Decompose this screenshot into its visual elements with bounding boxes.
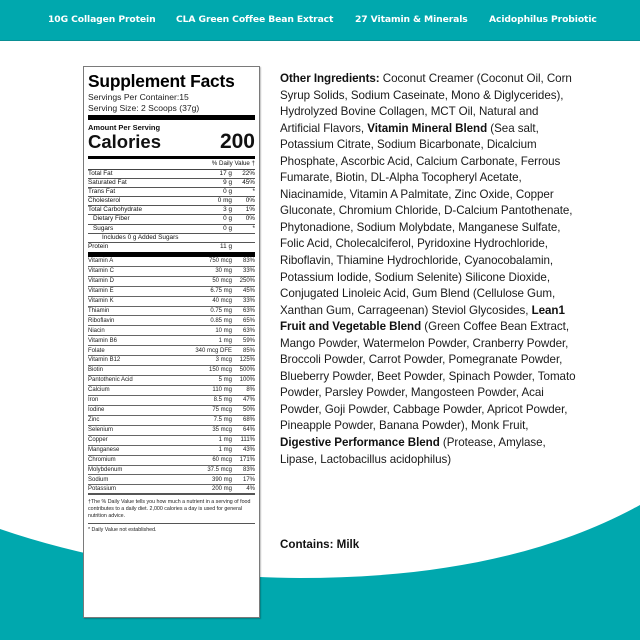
daily-value-header: % Daily Value † bbox=[88, 160, 255, 170]
nutrient-name: Protein bbox=[88, 242, 109, 250]
nutrient-amount: 1 mg bbox=[218, 337, 232, 344]
nutrient-dv bbox=[232, 243, 255, 252]
nutrient-amount: 6.75 mg bbox=[210, 287, 232, 294]
micronutrient-row bbox=[88, 436, 255, 446]
feature-collagen: 10G Collagen Protein bbox=[48, 14, 156, 25]
nutrient-name: Total Carbohydrate bbox=[88, 206, 142, 214]
macro-row bbox=[88, 215, 255, 224]
nutrient-amount: 1 mg bbox=[218, 446, 232, 453]
nutrient-amount: 40 mcg bbox=[212, 297, 232, 304]
micronutrient-row bbox=[88, 326, 255, 336]
feature-probiotic: Acidophilus Probiotic bbox=[489, 14, 597, 25]
micros-list bbox=[88, 257, 255, 496]
nutrient-name: Vitamin B6 bbox=[88, 337, 117, 344]
nutrient-amount: 0.75 mg bbox=[210, 307, 232, 314]
nutrient-amount: 8.5 mg bbox=[213, 397, 232, 404]
macro-row bbox=[88, 206, 255, 215]
nutrient-amount: 0 g bbox=[223, 215, 232, 223]
nutrient-dv bbox=[234, 234, 255, 242]
label-title: Supplement Facts bbox=[88, 71, 235, 91]
micronutrient-row bbox=[88, 297, 255, 307]
nutrient-name: Iron bbox=[88, 397, 99, 404]
micronutrient-row bbox=[88, 366, 255, 376]
nutrient-dv: 111% bbox=[240, 436, 255, 443]
nutrient-dv: 171% bbox=[239, 456, 255, 463]
micronutrient-row bbox=[88, 446, 255, 456]
nutrient-name: Vitamin C bbox=[88, 268, 114, 275]
nutrient-name: Copper bbox=[88, 436, 108, 443]
divider-medium bbox=[88, 156, 255, 159]
nutrient-dv: 63% bbox=[242, 327, 255, 334]
supplement-facts-label bbox=[83, 66, 260, 618]
feature-header-band bbox=[0, 0, 640, 41]
ingredient-text: Coconut Creamer (Coconut Oil, Corn Syrup Solids, Sodium Caseinate, Mono & Diglycerides), Hydrolyzed Bovine Collagen, MCT Oil, Natural and Artificial Flavors, bbox=[280, 72, 572, 135]
nutrient-name: Dietary Fiber bbox=[93, 215, 130, 223]
nutrient-amount: 10 mg bbox=[215, 327, 232, 334]
micronutrient-row bbox=[88, 307, 255, 317]
macro-row bbox=[88, 197, 255, 206]
nutrient-dv: 83% bbox=[242, 258, 255, 265]
nutrient-dv: 64% bbox=[242, 427, 255, 434]
servings-per-container: Servings Per Container:15 bbox=[88, 92, 189, 102]
nutrient-amount: 75 mcg bbox=[212, 407, 232, 414]
nutrient-name: Includes 0 g Added Sugars bbox=[102, 233, 179, 241]
nutrient-name: Pantothenic Acid bbox=[88, 377, 133, 384]
micronutrient-row bbox=[88, 287, 255, 297]
nutrient-amount: 200 mg bbox=[211, 486, 232, 493]
micronutrient-row bbox=[88, 267, 255, 277]
nutrient-dv: 125% bbox=[239, 357, 255, 364]
macros-list bbox=[88, 170, 255, 252]
micronutrient-row bbox=[88, 316, 255, 326]
divider-thick bbox=[88, 115, 255, 120]
ingredient-heading: Other Ingredients: bbox=[280, 72, 380, 85]
nutrient-dv: 250% bbox=[239, 277, 255, 284]
nutrient-name: Sodium bbox=[88, 476, 109, 483]
micronutrient-row bbox=[88, 426, 255, 436]
micronutrient-row bbox=[88, 277, 255, 287]
nutrient-dv: 100% bbox=[239, 377, 255, 384]
nutrient-name: Sugars bbox=[93, 224, 114, 232]
calories-value: 200 bbox=[219, 130, 255, 153]
nutrient-dv: 17% bbox=[242, 476, 255, 483]
macro-row bbox=[88, 243, 255, 252]
nutrient-amount: 7.5 mg bbox=[213, 417, 232, 424]
ingredient-text: (Green Coffee Bean Extract, Mango Powder, Watermelon Powder, Cranberry Powder, Broccoli Powder, Carrot Powder, Pomegranate Powder, Blueberry Powder, Beet Powder, Spinach Powder, Tomato Powder, Parsley Powder, Mangosteen Powder, Acai Powder, Goji Powder, Cabbage Powder, Apricot Powder, Pineapple Powder, Banana Powder), Monk Fruit, bbox=[280, 320, 576, 433]
nutrient-name: Vitamin A bbox=[88, 258, 114, 265]
nutrient-amount: 390 mg bbox=[211, 476, 232, 483]
micronutrient-row bbox=[88, 456, 255, 466]
nutrient-dv: 50% bbox=[242, 407, 255, 414]
calories-row bbox=[88, 132, 255, 152]
nutrient-amount: 340 mcg DFE bbox=[195, 347, 232, 354]
nutrient-name: Vitamin D bbox=[88, 277, 114, 284]
nutrient-name: Selenium bbox=[88, 427, 114, 434]
footnote-daily-value: †The % Daily Value tells you how much a nutrient in a serving of food contributes to a daily diet. 2,000 calories a day is used for general nutrition advice. bbox=[88, 495, 255, 524]
nutrient-dv: 85% bbox=[242, 347, 255, 354]
nutrient-dv: 68% bbox=[242, 417, 255, 424]
nutrient-amount: 0 mg bbox=[217, 197, 232, 205]
nutrient-dv: 0% bbox=[245, 215, 255, 223]
macro-row bbox=[88, 234, 255, 243]
nutrient-amount: 1 mg bbox=[218, 436, 232, 443]
micronutrient-row bbox=[88, 485, 255, 495]
nutrient-name: Potassium bbox=[88, 486, 117, 493]
nutrient-dv: 47% bbox=[242, 397, 255, 404]
nutrient-name: Thiamin bbox=[88, 307, 110, 314]
nutrient-amount: 0.85 mg bbox=[210, 317, 232, 324]
ingredient-heading: Vitamin Mineral Blend bbox=[367, 121, 488, 135]
micronutrient-row bbox=[88, 396, 255, 406]
nutrient-dv: 33% bbox=[242, 297, 255, 304]
footnote-not-established: * Daily Value not established. bbox=[88, 527, 157, 534]
macro-row bbox=[88, 170, 255, 179]
nutrient-dv: 59% bbox=[242, 337, 255, 344]
nutrient-name: Cholesterol bbox=[88, 197, 121, 205]
nutrient-name: Saturated Fat bbox=[88, 179, 127, 187]
nutrient-name: Molybdenum bbox=[88, 466, 123, 473]
micronutrient-row bbox=[88, 386, 255, 396]
nutrient-dv: 83% bbox=[242, 466, 255, 473]
nutrient-name: Calcium bbox=[88, 387, 110, 394]
nutrient-amount: 750 mcg bbox=[208, 258, 232, 265]
micronutrient-row bbox=[88, 376, 255, 386]
nutrient-dv: 65% bbox=[242, 317, 255, 324]
nutrient-dv: 500% bbox=[239, 367, 255, 374]
allergen-contains: Contains: Milk bbox=[280, 538, 360, 551]
nutrient-dv: * bbox=[252, 224, 255, 232]
feature-cla: CLA Green Coffee Bean Extract bbox=[176, 14, 334, 25]
nutrient-amount: 60 mcg bbox=[212, 456, 232, 463]
micronutrient-row bbox=[88, 466, 255, 476]
nutrient-dv: 63% bbox=[242, 307, 255, 314]
nutrient-amount: 3 g bbox=[223, 206, 232, 214]
nutrient-dv: 4% bbox=[246, 486, 255, 493]
ingredient-text: (Sea salt, Potassium Citrate, Sodium Bicarbonate, Dicalcium Phosphate, Ascorbic Acid, Calcium Carbonate, Ferrous Fumarate, Biotin, DL-Alpha Tocopheryl Acetate, Niacinamide, Vitamin A Palmitate, Zinc Oxide, Copper Gluconate, Chromium Chloride, D-Calcium Pantothenate, Phytonadione, Sodium Molybdate, Manganese Sulfate, Folic Acid, Cholecalciferol, Pyridoxine Hydrochloride, Riboflavin, Thiamine Hydrochloride, Cyanocobalamin, Potassium Iodide, Sodium Selenite) Silicone Dioxide, Conjugated Linoleic Acid, Gum Blend (Cellulose Gum, Xanthan Gum, Carrageenan) Steviol Glycosides, bbox=[280, 121, 573, 317]
nutrient-name: Niacin bbox=[88, 327, 105, 334]
nutrient-name: Chromium bbox=[88, 456, 116, 463]
nutrient-dv: 8% bbox=[246, 387, 255, 394]
nutrient-amount: 3 mcg bbox=[215, 357, 232, 364]
nutrient-name: Riboflavin bbox=[88, 317, 115, 324]
nutrient-name: Manganese bbox=[88, 446, 120, 453]
nutrient-name: Iodine bbox=[88, 407, 105, 414]
macro-row bbox=[88, 225, 255, 234]
ingredient-text: (Protease, Amylase, Lipase, Lactobacillus acidophilus) bbox=[280, 436, 546, 466]
micronutrient-row bbox=[88, 336, 255, 346]
nutrient-dv: * bbox=[252, 188, 255, 196]
nutrient-dv: 22% bbox=[242, 170, 255, 177]
macro-row bbox=[88, 188, 255, 197]
nutrient-dv: 33% bbox=[242, 268, 255, 275]
nutrient-amount: 37.5 mcg bbox=[207, 466, 232, 473]
nutrient-name: Total Fat bbox=[88, 170, 113, 177]
micronutrient-row bbox=[88, 406, 255, 416]
nutrient-amount: 11 g bbox=[220, 242, 232, 250]
nutrient-name: Biotin bbox=[88, 367, 104, 374]
micronutrient-row bbox=[88, 416, 255, 426]
nutrient-dv: 45% bbox=[242, 287, 255, 294]
other-ingredients-text bbox=[280, 71, 580, 468]
nutrient-dv: 43% bbox=[242, 446, 255, 453]
nutrient-amount: 50 mcg bbox=[212, 277, 232, 284]
micronutrient-row bbox=[88, 475, 255, 485]
nutrient-amount: 9 g bbox=[223, 179, 232, 187]
nutrient-amount: 0 g bbox=[223, 188, 232, 196]
nutrient-amount: 110 mg bbox=[212, 387, 232, 394]
nutrient-amount: 35 mcg bbox=[212, 427, 232, 434]
micronutrient-row bbox=[88, 257, 255, 267]
calories-label: Calories bbox=[88, 131, 162, 152]
amount-per-serving: Amount Per Serving bbox=[88, 123, 161, 132]
nutrient-dv: 1% bbox=[245, 206, 255, 214]
feature-vitamins: 27 Vitamin & Minerals bbox=[355, 14, 468, 25]
nutrient-name: Zinc bbox=[88, 417, 100, 424]
ingredient-heading: Digestive Performance Blend bbox=[280, 436, 440, 450]
nutrient-amount: 0 g bbox=[223, 224, 232, 232]
nutrient-amount: 17 g bbox=[219, 170, 232, 177]
nutrient-dv: 0% bbox=[245, 197, 255, 205]
nutrient-amount: 5 mg bbox=[218, 377, 232, 384]
nutrient-dv: 45% bbox=[242, 179, 255, 187]
macro-row bbox=[88, 179, 255, 188]
nutrient-amount: 30 mg bbox=[215, 268, 232, 275]
nutrient-name: Vitamin E bbox=[88, 287, 114, 294]
nutrient-name: Vitamin K bbox=[88, 297, 114, 304]
nutrient-name: Vitamin B12 bbox=[88, 357, 121, 364]
serving-size: Serving Size: 2 Scoops (37g) bbox=[88, 102, 200, 113]
nutrient-name: Folate bbox=[88, 347, 105, 354]
nutrient-name: Trans Fat bbox=[88, 188, 116, 196]
nutrient-amount bbox=[178, 234, 233, 242]
ingredient-heading: Lean1 Fruit and Vegetable Blend bbox=[280, 303, 565, 334]
micronutrient-row bbox=[88, 356, 255, 366]
micronutrient-row bbox=[88, 346, 255, 356]
nutrient-amount: 150 mcg bbox=[208, 367, 232, 374]
